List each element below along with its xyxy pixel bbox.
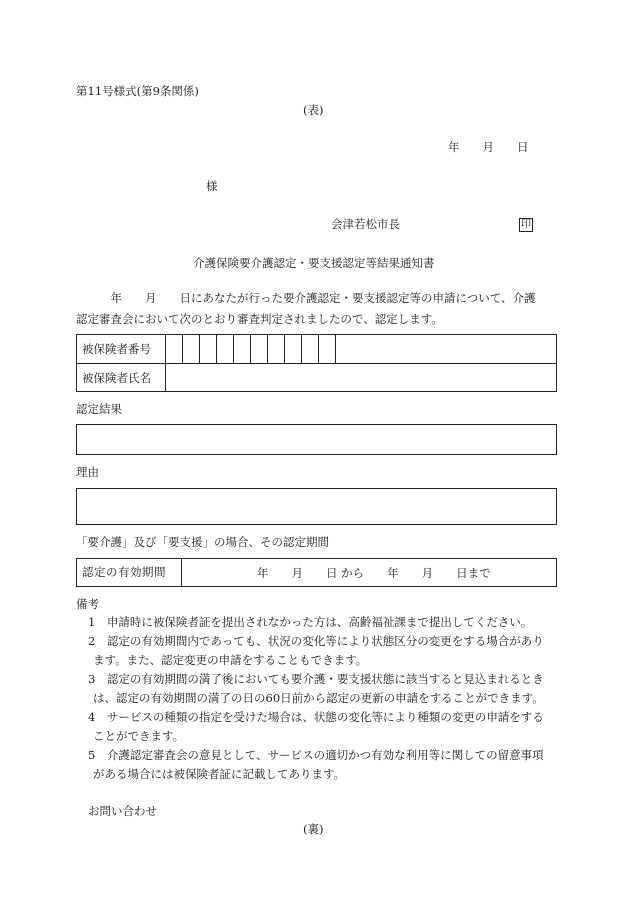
remarks-heading: 備考 bbox=[76, 597, 99, 611]
result-label: 認定結果 bbox=[76, 402, 122, 416]
insured-name-field[interactable] bbox=[166, 364, 557, 392]
insured-name-row bbox=[77, 364, 557, 392]
digit-box[interactable] bbox=[285, 335, 302, 363]
remark-1: 1 申請時に被保険者証を提出されなかった方は、高齢福祉課まで提出してください。 bbox=[88, 615, 533, 629]
side-label-front: (表) bbox=[303, 103, 324, 117]
side-label-back: (裏) bbox=[303, 822, 324, 836]
inquiry-label: お問い合わせ bbox=[88, 804, 157, 818]
intro-line-2: 認定審査会において次のとおり審査判定されましたので、認定します。 bbox=[76, 312, 443, 326]
period-heading: 「要介護」及び「要支援」の場合、その認定期間 bbox=[76, 535, 329, 549]
reason-box[interactable] bbox=[76, 488, 557, 525]
insured-number-row bbox=[77, 335, 557, 364]
digit-box[interactable] bbox=[268, 335, 285, 363]
addressee-suffix: 様 bbox=[206, 179, 218, 193]
digit-box[interactable] bbox=[302, 335, 319, 363]
validity-period-value[interactable]: 年 月 日 から 年 月 日まで bbox=[257, 565, 491, 580]
remark-3: 3 認定の有効期間の満了後においても要介護・要支援状態に該当すると見込まれるとき bbox=[88, 672, 544, 686]
digit-box[interactable] bbox=[234, 335, 251, 363]
date-line: 年 月 日 bbox=[448, 140, 529, 154]
remark-2-cont: ます。また、認定変更の申請をすることもできます。 bbox=[93, 653, 368, 667]
result-box[interactable] bbox=[76, 424, 557, 455]
digit-box[interactable] bbox=[166, 335, 183, 363]
digit-box[interactable] bbox=[319, 335, 336, 363]
insured-table bbox=[76, 334, 557, 392]
validity-period-row bbox=[76, 558, 557, 587]
seal-stamp: 印 bbox=[521, 219, 531, 230]
intro-line-1: 年 月 日にあなたが行った要介護認定・要支援認定等の申請について、介護 bbox=[76, 291, 536, 305]
form-number: 第11号様式(第9条関係) bbox=[76, 84, 199, 98]
remark-5-cont: がある場合には被保険者証に記載してあります。 bbox=[93, 767, 346, 781]
insured-name-label: 被保険者氏名 bbox=[77, 364, 166, 392]
insured-number-field[interactable] bbox=[166, 335, 557, 364]
remark-4-cont: ことができます。 bbox=[93, 729, 185, 743]
digit-box[interactable] bbox=[183, 335, 200, 363]
remark-2: 2 認定の有効期間内であっても、状況の変化等により状態区分の変更をする場合があり bbox=[88, 634, 544, 648]
remark-5: 5 介護認定審査会の意見として、サービスの適切かつ有効な利用等に関しての留意事項 bbox=[88, 748, 544, 762]
insured-number-label: 被保険者番号 bbox=[77, 335, 166, 364]
remark-4: 4 サービスの種類の指定を受けた場合は、状態の変化等により種類の変更の申請をする bbox=[88, 710, 544, 724]
validity-period-label: 認定の有効期間 bbox=[77, 559, 182, 586]
digit-box[interactable] bbox=[200, 335, 217, 363]
digit-box[interactable] bbox=[217, 335, 234, 363]
document-title: 介護保険要介護認定・要支援認定等結果通知書 bbox=[193, 256, 435, 270]
issuer-name: 会津若松市長 bbox=[331, 217, 400, 231]
digit-box[interactable] bbox=[251, 335, 268, 363]
digit-boxes bbox=[166, 335, 556, 363]
reason-label: 理由 bbox=[76, 465, 99, 479]
remark-3-cont: は、認定の有効期間の満了の日の60日前から認定の更新の申請をすることができます。 bbox=[93, 691, 544, 705]
